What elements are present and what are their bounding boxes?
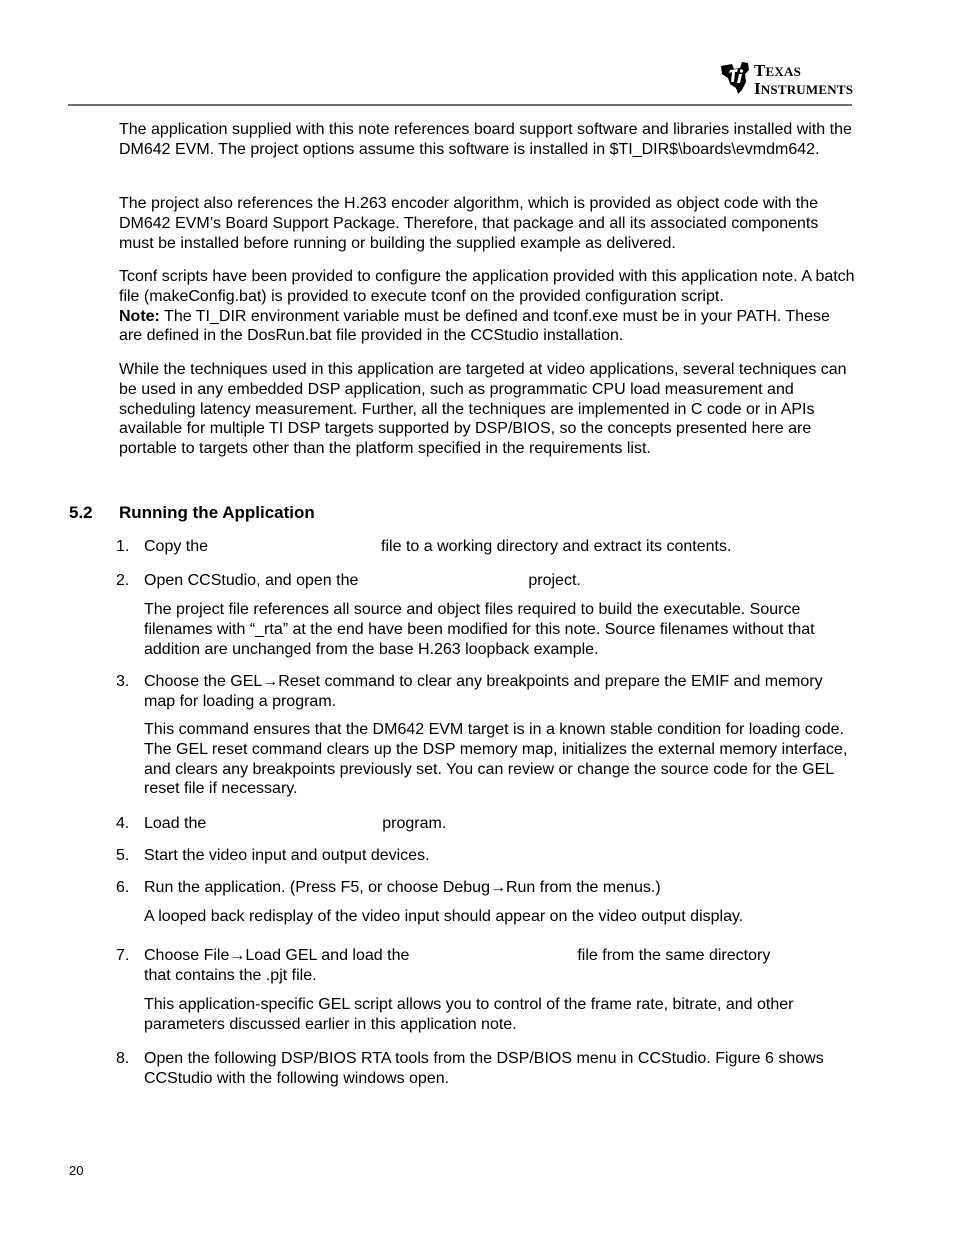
page-number: 20 (69, 1163, 84, 1178)
paragraph-board-support: The application supplied with this note references board support software and libraries installed with the DM642 EVM. The project options assume this software is installed in $TI_DIR$\boards\evmdm642. (119, 121, 852, 158)
step-8-text: Open the following DSP/BIOS RTA tools from the DSP/BIOS menu in CCStudio. Figure 6 shows CCStudio with the following windows open. (144, 1050, 824, 1087)
logo-line-instruments: INSTRUMENTS (754, 79, 854, 98)
step-2-text: Open CCStudio, and open the project. (144, 572, 581, 589)
step-number: 5. (116, 847, 130, 864)
header-rule (68, 104, 852, 106)
logo-line-texas: TEXAS (754, 61, 802, 80)
step-4-text: Load the program. (144, 815, 447, 832)
ti-logo (718, 60, 854, 102)
step-number: 8. (116, 1050, 130, 1067)
step-number: 3. (116, 673, 130, 690)
step-3-text: Choose the GEL→Reset command to clear any breakpoints and prepare the EMIF and memory map for loading a program. (144, 673, 823, 710)
step-1-text: Copy the file to a working directory and extract its contents. (144, 538, 732, 555)
step-3-detail: This command ensures that the DM642 EVM target is in a known stable condition for loading code. The GEL reset command clears up the DSP memory map, initializes the external memory interface, and clears any breakpoints previously set. You can review or change the source code for the GEL reset file if necessary. (144, 721, 848, 798)
note-label: Note: (119, 307, 160, 325)
step-6-detail: A looped back redisplay of the video input should appear on the video output display. (144, 908, 744, 925)
step-6-text: Run the application. (Press F5, or choose Debug→Run from the menus.) (144, 879, 661, 896)
step-number: 6. (116, 879, 130, 896)
step-number: 4. (116, 815, 130, 832)
paragraph-h263-encoder: The project also references the H.263 encoder algorithm, which is provided as object code with the DM642 EVM’s Board Support Package. Therefore, that package and all its associated components must be installed before running or building the supplied example as delivered. (119, 195, 819, 252)
step-5-text: Start the video input and output devices. (144, 847, 430, 864)
step-number: 1. (116, 538, 130, 555)
step-7-text: Choose File→Load GEL and load the file from the same directory that contains the .pjt file. (144, 947, 771, 984)
ti-logo-icon (718, 60, 752, 96)
section-number: 5.2 (69, 503, 93, 522)
step-2-detail: The project file references all source and object files required to build the executable. Source filenames with “_rta” at the end have been modified for this note. Source filenames without that addition are unchanged from the base H.263 loopback example. (144, 601, 815, 658)
step-7-detail: This application-specific GEL script allows you to control of the frame rate, bitrate, and other parameters discussed earlier in this application note. (144, 996, 794, 1033)
paragraph-tconf: Tconf scripts have been provided to configure the application provided with this application note. A batch file (makeConfig.bat) is provided to execute tconf on the provided configuration script. Note: The TI_DIR environment variable must be defined and tconf.exe must be in your PATH. These are defined in the DosRun.bat file provided in the CCStudio installation. (119, 268, 855, 345)
step-number: 7. (116, 947, 130, 964)
section-title: Running the Application (119, 503, 315, 522)
step-number: 2. (116, 572, 130, 589)
paragraph-techniques: While the techniques used in this application are targeted at video applications, several techniques can be used in any embedded DSP application, such as programmatic CPU load measurement and scheduling latency measurement. Further, all the techniques are implemented in C code or in APIs available for multiple TI DSP targets supported by DSP/BIOS, so the concepts presented here are portable to targets other than the platform specified in the requirements list. (119, 361, 847, 458)
